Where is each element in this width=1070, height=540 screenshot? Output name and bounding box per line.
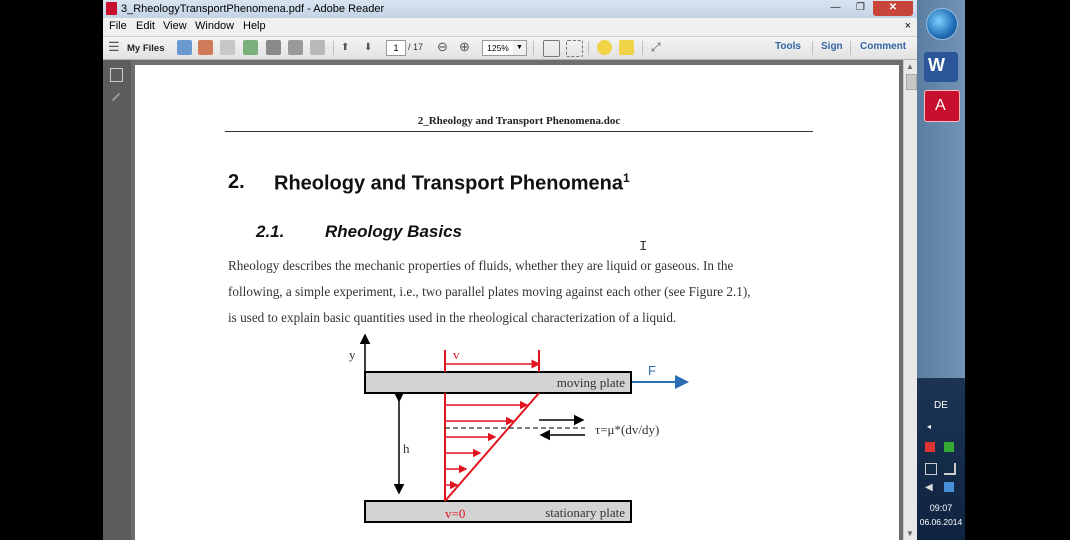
running-header: 2_Rheology and Transport Phenomena.doc	[417, 115, 621, 127]
my-files-button[interactable]: My Files	[127, 43, 165, 54]
chapter-title: Rheology and Transport Phenomena	[274, 172, 623, 195]
toolbar-separator	[333, 41, 334, 55]
stationary-plate-label: stationary plate	[545, 505, 625, 520]
sticky-note-icon[interactable]	[597, 40, 612, 55]
shear-stress-formula: τ=μ*(dv/dy)	[595, 422, 660, 437]
next-page-icon[interactable]: ⬇	[364, 42, 373, 53]
toolbar-separator	[533, 41, 534, 55]
velocity-top-label: v	[453, 347, 460, 362]
toolbar-separator	[812, 41, 813, 55]
language-indicator[interactable]: DE	[934, 400, 948, 411]
export-pdf-icon[interactable]	[198, 40, 213, 55]
minimize-button[interactable]: —	[830, 2, 841, 13]
volume-icon[interactable]: ◀	[925, 482, 933, 493]
paragraph-line: is used to explain basic quantities used in the rheological characterization of a liquid.	[228, 310, 677, 325]
word-taskbar-icon[interactable]: W	[924, 52, 958, 82]
print-icon[interactable]	[288, 40, 303, 55]
scroll-down-icon[interactable]: ▼	[906, 529, 914, 538]
text-cursor-icon: I	[639, 239, 648, 255]
start-button-icon[interactable]	[926, 8, 958, 40]
window-controls	[823, 1, 913, 16]
pdf-page	[135, 65, 899, 540]
previous-page-icon[interactable]: ⬆	[341, 42, 350, 53]
close-button[interactable]: ✕	[873, 1, 913, 16]
toolbar-separator	[850, 41, 851, 55]
create-pdf-icon[interactable]	[177, 40, 192, 55]
section-number: 2.1.	[256, 222, 285, 241]
zoom-out-icon[interactable]: ⊖	[437, 39, 448, 54]
fit-page-icon[interactable]	[543, 40, 560, 57]
force-label: F	[648, 363, 656, 378]
email-icon[interactable]	[310, 40, 325, 55]
show-hidden-icons-icon[interactable]: ◂	[927, 422, 932, 431]
maximize-button[interactable]: ❐	[856, 2, 865, 13]
zoom-dropdown-icon[interactable]: ▼	[513, 40, 527, 56]
figure-2-1	[135, 65, 899, 540]
page-total: / 17	[408, 42, 424, 52]
navigation-pane	[103, 60, 131, 540]
paragraph-line: following, a simple experiment, i.e., two parallel plates moving against each other (see Figure 2.1),	[228, 284, 751, 299]
menu-edit[interactable]: Edit	[136, 20, 155, 32]
network-icon[interactable]	[944, 463, 956, 475]
dropbox-tray-icon[interactable]	[944, 482, 954, 492]
close-document-button[interactable]: ×	[904, 20, 911, 32]
clock-time[interactable]: 09:07	[929, 503, 953, 513]
window-title: 3_RheologyTransportPhenomena.pdf - Adobe Reader	[121, 3, 385, 15]
adobe-reader-window	[103, 0, 917, 540]
sign-tab[interactable]: Sign	[821, 41, 843, 52]
full-screen-icon[interactable]: ⤢	[651, 40, 661, 54]
fit-width-icon[interactable]	[566, 40, 583, 57]
antivirus-tray-icon[interactable]	[925, 442, 935, 452]
zoom-in-icon[interactable]: ⊕	[459, 39, 470, 54]
hamburger-icon[interactable]: ☰	[108, 39, 120, 54]
screen-border	[965, 0, 1070, 540]
scrollbar-thumb[interactable]	[906, 74, 917, 90]
page-number-input[interactable]: 1	[386, 40, 406, 56]
highlight-icon[interactable]	[619, 40, 634, 55]
section-title: Rheology Basics	[325, 222, 462, 241]
page-thumbnails-icon[interactable]	[110, 68, 123, 82]
adobe-reader-taskbar-icon[interactable]: A	[924, 90, 960, 122]
vertical-scrollbar[interactable]	[903, 60, 917, 540]
zoom-input[interactable]: 125%	[482, 40, 514, 56]
clock-date[interactable]: 06.06.2014	[919, 517, 963, 527]
menu-bar	[103, 18, 917, 37]
moving-plate-label: moving plate	[556, 375, 625, 390]
save-icon[interactable]	[266, 40, 281, 55]
velocity-profile-line	[445, 393, 539, 501]
pdf-app-icon	[106, 2, 117, 15]
menu-window[interactable]: Window	[195, 20, 235, 32]
document-viewer[interactable]	[131, 60, 903, 540]
menu-file[interactable]: File	[109, 20, 127, 32]
menu-view[interactable]: View	[163, 20, 187, 32]
toolbar	[103, 37, 917, 60]
menu-help[interactable]: Help	[243, 20, 266, 32]
footnote-marker[interactable]: 1	[622, 171, 630, 185]
action-center-icon[interactable]	[925, 463, 937, 475]
toolbar-separator	[588, 41, 589, 55]
gap-height-label: h	[403, 441, 410, 456]
app-tray-icon[interactable]	[944, 442, 954, 452]
cloud-upload-icon[interactable]	[243, 40, 258, 55]
title-bar	[103, 0, 917, 18]
toolbar-separator	[642, 41, 643, 55]
velocity-zero-label: v=0	[445, 506, 466, 521]
scroll-up-icon[interactable]: ▲	[906, 62, 914, 71]
chapter-number: 2.	[228, 171, 245, 193]
y-axis-label: y	[349, 347, 356, 362]
attachments-icon[interactable]	[112, 93, 120, 101]
paragraph-line: Rheology describes the mechanic properties of fluids, whether they are liquid or gaseous. In the	[228, 258, 734, 273]
system-tray	[917, 378, 965, 540]
edit-pdf-icon[interactable]	[220, 40, 235, 55]
comment-tab[interactable]: Comment	[860, 41, 907, 52]
tools-tab[interactable]: Tools	[775, 41, 801, 52]
